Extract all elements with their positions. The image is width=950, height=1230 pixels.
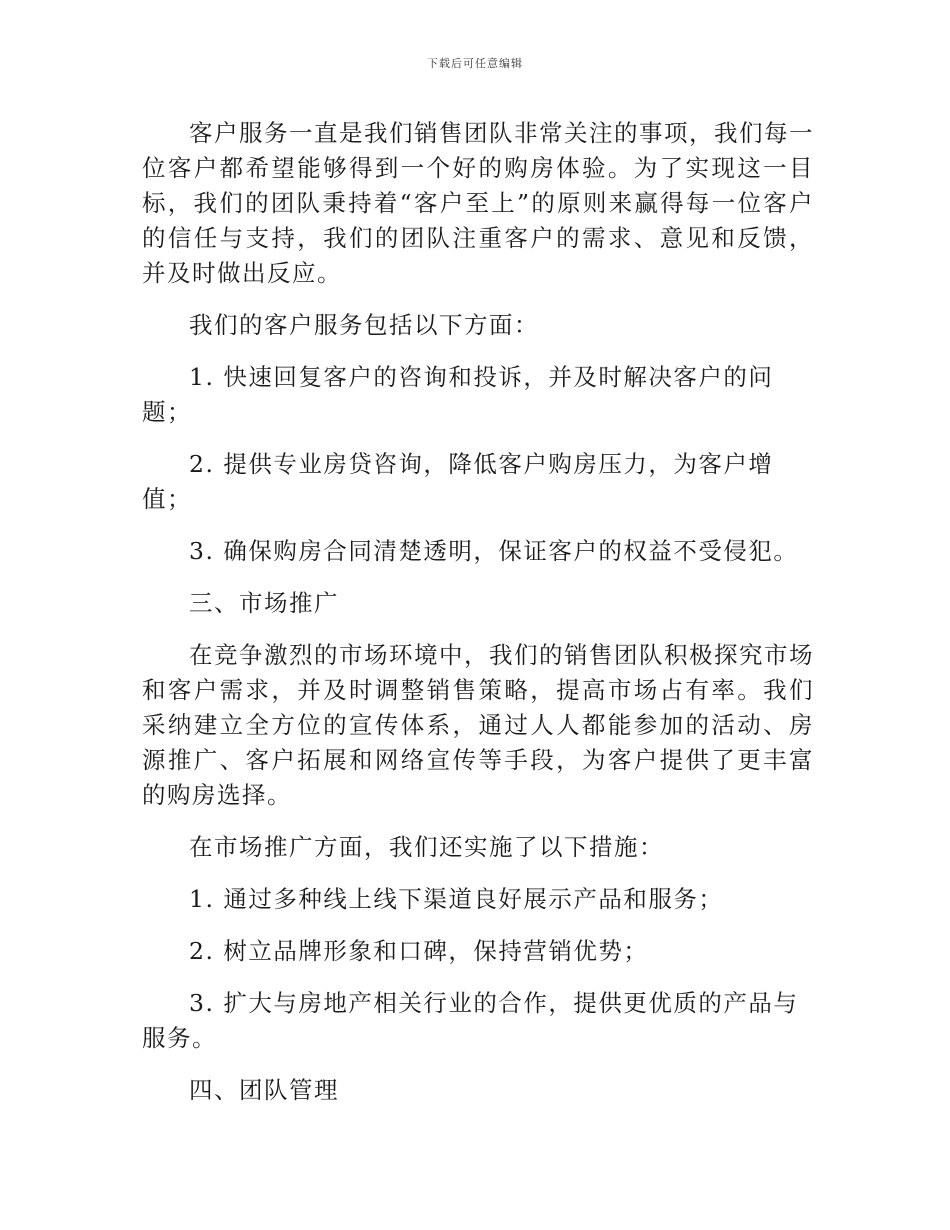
paragraph-service-intro: 我们的客户服务包括以下方面： bbox=[189, 311, 539, 339]
list-item: 1. 快速回复客户的咨询和投诉，并及时解决客户的问题； bbox=[142, 363, 774, 426]
section-heading-team: 四、团队管理 bbox=[189, 1076, 339, 1104]
list-item: 3. 扩大与房地产相关行业的合作，提供更优质的产品与服务。 bbox=[142, 989, 799, 1052]
paragraph-market-promotion: 在竞争激烈的市场环境中，我们的销售团队积极探究市场和客户需求，并及时调整销售策略，提高市场占有率。我们采纳建立全方位的宣传体系，通过人人都能参加的活动、房源推广、客户拓展和网络宣传等手段，为客户提供了更丰富的购房选择。 bbox=[142, 641, 814, 809]
section-heading-market: 三、市场推广 bbox=[189, 589, 339, 617]
document-body bbox=[142, 116, 814, 1125]
list-item: 2. 提供专业房贷咨询，降低客户购房压力，为客户增值； bbox=[142, 450, 774, 513]
paragraph-customer-service: 客户服务一直是我们销售团队非常关注的事项，我们每一位客户都希望能够得到一个好的购房体验。为了实现这一目标，我们的团队秉持着“客户至上”的原则来赢得每一位客户的信任与支持，我们的团队注重客户的需求、意见和反馈，并及时做出反应。 bbox=[142, 119, 814, 287]
list-item: 1. 通过多种线上线下渠道良好展示产品和服务； bbox=[189, 885, 724, 913]
page-header: 下载后可任意编辑 bbox=[427, 57, 523, 70]
list-item: 3. 确保购房合同清楚透明，保证客户的权益不受侵犯。 bbox=[189, 537, 799, 565]
list-item: 2. 树立品牌形象和口碑，保持营销优势； bbox=[189, 937, 649, 965]
paragraph-measures-intro: 在市场推广方面，我们还实施了以下措施： bbox=[189, 833, 664, 861]
